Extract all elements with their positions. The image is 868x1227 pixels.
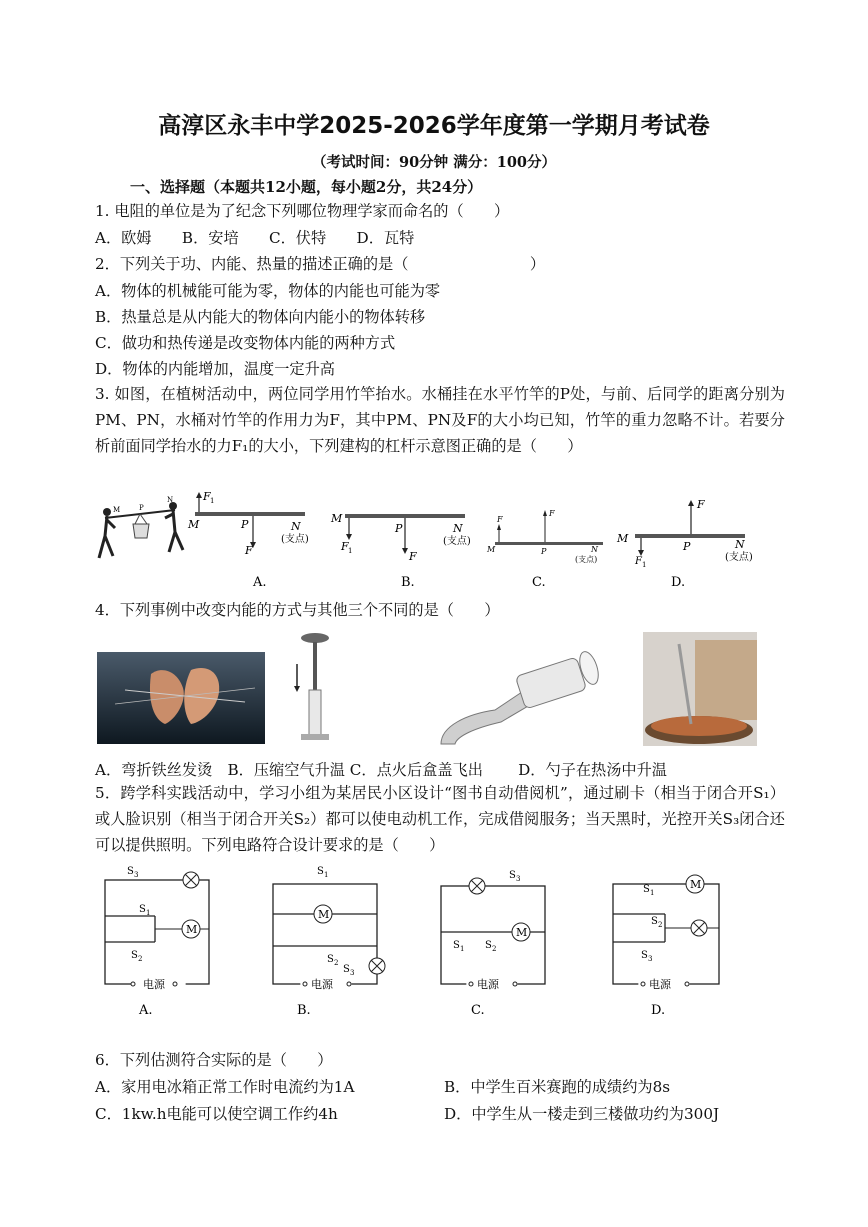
svg-text:M: M [318,908,330,921]
question-4-stem: 4．下列事例中改变内能的方式与其他三个不同的是（ ） [95,601,500,619]
svg-text:F: F [497,515,503,524]
svg-text:D.: D. [651,1003,666,1018]
svg-text:3: 3 [134,871,139,879]
circuit-b [297,866,385,1018]
svg-text:S: S [317,866,324,877]
svg-text:S: S [643,884,650,895]
svg-text:1: 1 [324,871,329,879]
svg-text:P: P [241,518,249,531]
spoon-in-soup-image [643,632,757,746]
svg-text:F: F [341,540,349,553]
question-6-option-c: C．1kw.h电能可以使空调工作约4h [95,1105,338,1123]
svg-text:P: P [541,547,547,556]
circuit-diagrams [95,862,775,1022]
svg-text:S: S [641,950,648,961]
svg-text:F: F [245,544,253,557]
svg-text:1: 1 [146,909,151,917]
svg-text:M: M [331,512,343,525]
svg-text:F: F [697,498,705,511]
question-2-option-d: D．物体的内能增加，温度一定升高 [95,360,335,378]
svg-text:1: 1 [210,497,215,505]
svg-text:C.: C. [471,1003,485,1018]
q4-images [95,630,765,750]
question-3-stem: 3. 如图，在植树活动中，两位同学用竹竿抬水。水桶挂在水平竹竿的P处，与前、后同学的距离分别为PM、PN，水桶对竹竿的作用力为F，其中PM、PN及F的大小均已知，竹竿的重力忽略不计。若要分析前面同学抬水的力F₁的大小，下列建构的杠杆示意图正确的是（ ） [95,385,785,455]
spark-box-lid-image [441,649,602,744]
carrying-water-illustration [99,496,183,558]
question-6-stem: 6．下列估测符合实际的是（ ） [95,1051,333,1069]
svg-text:S: S [509,870,516,881]
svg-text:B.: B. [297,1003,311,1018]
question-4-captions: A．弯折铁丝发烫 B．压缩空气升温 C．点火后盒盖飞出 D．勺子在热汤中升温 [95,761,667,779]
svg-text:N: N [735,538,745,551]
lever-diagrams [95,488,775,596]
svg-text:3: 3 [350,969,355,977]
question-6-option-a: A．家用电冰箱正常工作时电流约为1A [95,1078,355,1096]
svg-text:2: 2 [658,921,663,929]
circuit-d [641,875,719,1018]
svg-text:M: M [516,926,528,939]
question-2-option-a: A．物体的机械能可能为零，物体的内能也可能为零 [95,282,441,300]
svg-text:2: 2 [138,955,143,963]
svg-text:1: 1 [642,561,647,569]
circuit-c [453,870,530,1018]
svg-text:F: F [635,556,642,567]
svg-text:F: F [203,490,211,503]
air-compression-device [294,633,329,740]
svg-text:电源: 电源 [311,978,333,991]
svg-text:S: S [131,950,138,961]
question-1-stem: 1. 电阻的单位是为了纪念下列哪位物理学家而命名的（ ） [95,202,510,220]
caption-d: D. [671,575,686,590]
pic-label-p: P [139,504,144,512]
svg-text:M: M [617,532,629,545]
caption-c: C. [532,575,546,590]
lever-diagram-b [330,512,471,590]
question-6-option-b: B．中学生百米赛跑的成绩约为8s [444,1078,671,1096]
lever-diagram-d [616,498,753,590]
question-1-options: A．欧姆 B．安培 C．伏特 D．瓦特 [95,229,415,247]
svg-text:3: 3 [648,955,653,963]
svg-text:F: F [409,550,417,563]
svg-text:1: 1 [650,889,655,897]
question-6-option-d: D．中学生从一楼走到三楼做功约为300J [444,1105,720,1123]
lever-diagram-a [187,490,309,590]
svg-text:M: M [487,545,496,554]
svg-text:3: 3 [516,875,521,883]
svg-text:A.: A. [139,1003,153,1018]
svg-text:S: S [343,964,350,975]
question-5-stem: 5．跨学科实践活动中，学习小组为某居民小区设计“图书自动借阅机”，通过刷卡（相当于闭合开S₁）或人脸识别（相当于闭合开关S₂）都可以使电动机工作，完成借阅服务；当天黑时，光控开关S₃闭合还可以提供照明。下列电路符合设计要求的是（ ） [95,784,785,854]
svg-text:S: S [139,904,146,915]
exam-subtitle: （考试时间：90分钟 满分：100分） [312,154,556,171]
svg-text:P: P [395,522,403,535]
svg-text:S: S [327,954,334,965]
pic-label-n: N [167,496,174,504]
svg-text:N: N [453,522,463,535]
svg-text:(支点): (支点) [725,552,753,563]
question-2-stem: 2．下列关于功、内能、热量的描述正确的是（ ） [95,255,546,273]
svg-text:(支点): (支点) [281,534,309,545]
caption-a: A. [253,575,267,590]
svg-text:(支点): (支点) [443,536,471,547]
svg-text:N: N [291,520,301,533]
svg-text:S: S [651,916,658,927]
lever-diagram-c [486,509,603,590]
question-2-option-b: B．热量总是从内能大的物体向内能小的物体转移 [95,308,426,326]
pic-label-m: M [113,506,121,514]
svg-text:2: 2 [334,959,339,967]
svg-text:F: F [549,509,555,518]
question-2-option-c: C．做功和热传递是改变物体内能的两种方式 [95,334,396,352]
svg-text:M: M [186,923,198,936]
svg-text:M: M [690,878,702,891]
section-heading: 一、选择题（本题共12小题，每小题2分，共24分） [130,178,483,196]
svg-text:1: 1 [348,547,353,555]
svg-text:N: N [591,545,598,554]
svg-text:M: M [188,518,200,531]
svg-text:S: S [453,940,460,951]
svg-text:1: 1 [460,945,465,953]
svg-text:S: S [127,866,134,877]
svg-text:电源: 电源 [143,978,165,991]
svg-text:S: S [485,940,492,951]
caption-b: B. [401,575,415,590]
svg-text:电源: 电源 [649,978,671,991]
exam-title: 高淳区永丰中学2025-2026学年度第一学期月考试卷 [158,113,710,139]
bending-wire-image [97,652,265,744]
svg-text:电源: 电源 [477,978,499,991]
svg-text:2: 2 [492,945,497,953]
svg-text:(支点): (支点) [575,555,598,564]
svg-text:P: P [683,540,691,553]
